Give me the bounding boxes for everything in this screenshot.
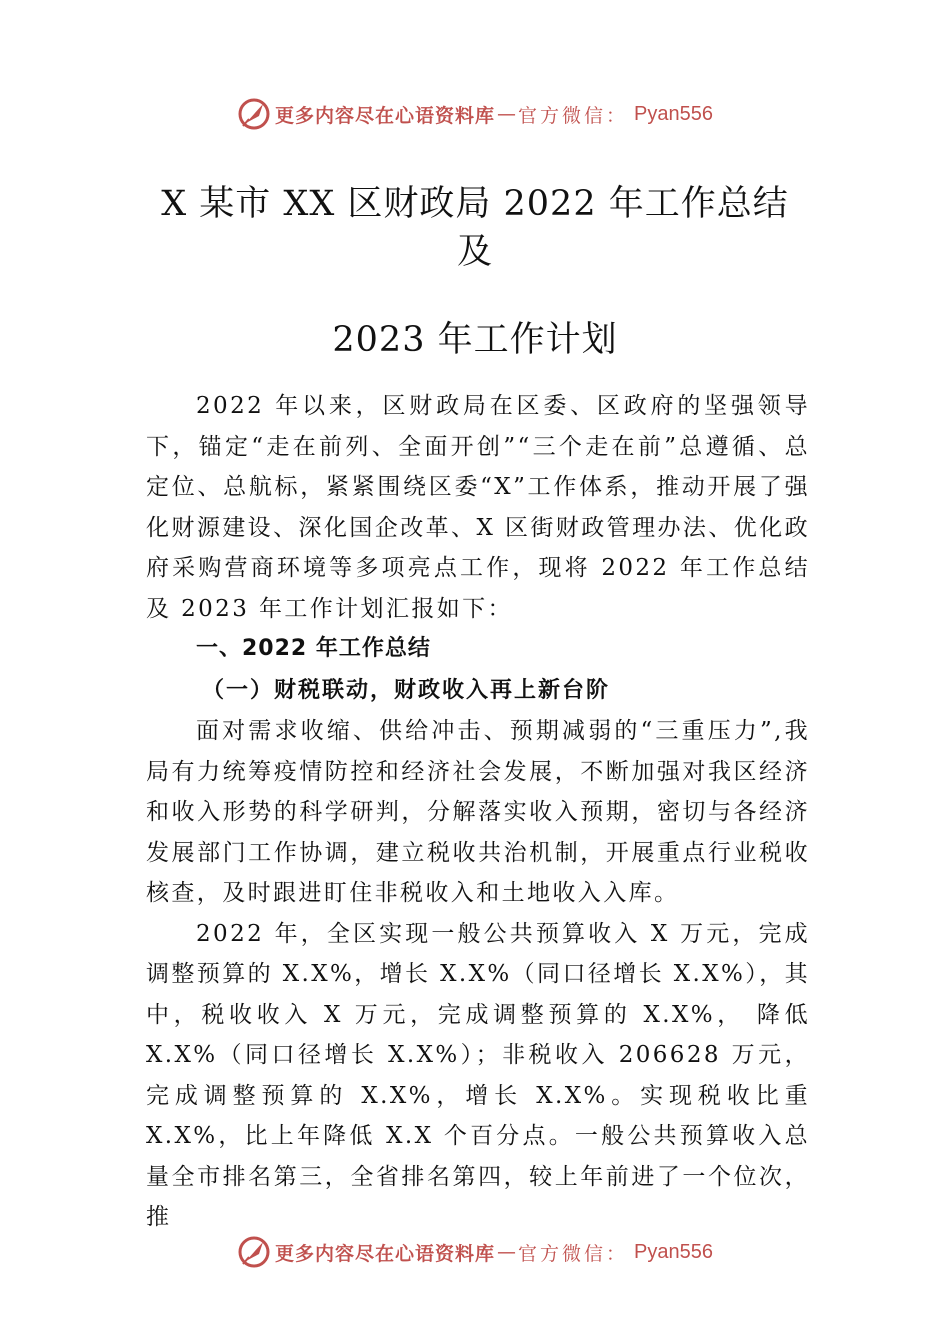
revenue-paragraph-1: 面对需求收缩、供给冲击、预期减弱的“三重压力”,我局有力统筹疫情防控和经济社会发展，不断加强对我区经济和收入形势的科学研判，分解落实收入预期，密切与各经济发展部门工作协调，建立税收共治机制，开展重点行业税收核查，及时跟进盯住非税收入和土地收入入库。 [146, 718, 810, 906]
watermark-footer [0, 1232, 950, 1272]
revenue-paragraph-2: 2022 年，全区实现一般公共预算收入 X 万元，完成调整预算的 X.X%，增长 X.X%（同口径增长 X.X%），其中，税收收入 X 万元，完成调整预算的 X.X%， 降低 X.X%（同口径增长 X.X%）；非税收入 206628 万元，完成调整预算的 X.X%，增长 X.X%。实现税收比重 X.X%，比上年降低 X.X 个百分点。一般公共预算收入总量全市排名第三，全省排名第四，较上年前进了一个位次，推 [146, 920, 810, 1230]
intro-paragraph: 2022 年以来，区财政局在区委、区政府的坚强领导下，锚定“走在前列、全面开创”“三个走在前”总遵循、总定位、总航标，紧紧围绕区委“X”工作体系，推动开展了强化财源建设、深化国企改革、X 区街财政管理办法、优化政府采购营商环境等多项亮点工作，现将 2022 年工作总结及 2023 年工作计划汇报如下： [146, 393, 810, 622]
title-line-3: 2023 年工作计划 [332, 320, 618, 360]
watermark-site-text: 更多内容尽在心语资料库 [275, 104, 496, 127]
watermark-wechat-label: 官方微信： [518, 104, 629, 127]
document-title [0, 180, 950, 364]
document-body [146, 386, 810, 1238]
title-line-1: X 某市 XX 区财政局 2022 年工作总结 [161, 184, 789, 224]
title-line-2: 及 [456, 232, 493, 272]
watermark-site-text: 更多内容尽在心语资料库 [275, 1242, 496, 1265]
watermark-wechat-label: 官方微信： [518, 1242, 629, 1265]
watermark-separator: — [497, 1241, 517, 1263]
quill-logo-icon [237, 1235, 271, 1269]
watermark-wechat-id: Pyan556 [634, 102, 713, 125]
quill-logo-icon [237, 97, 271, 131]
section-heading-summary: 一、2022 年工作总结 [196, 636, 431, 661]
watermark-separator: — [497, 103, 517, 125]
subsection-heading-revenue: （一）财税联动，财政收入再上新台阶 [202, 677, 611, 703]
watermark-header [0, 94, 950, 134]
watermark-wechat-id: Pyan556 [634, 1240, 713, 1263]
